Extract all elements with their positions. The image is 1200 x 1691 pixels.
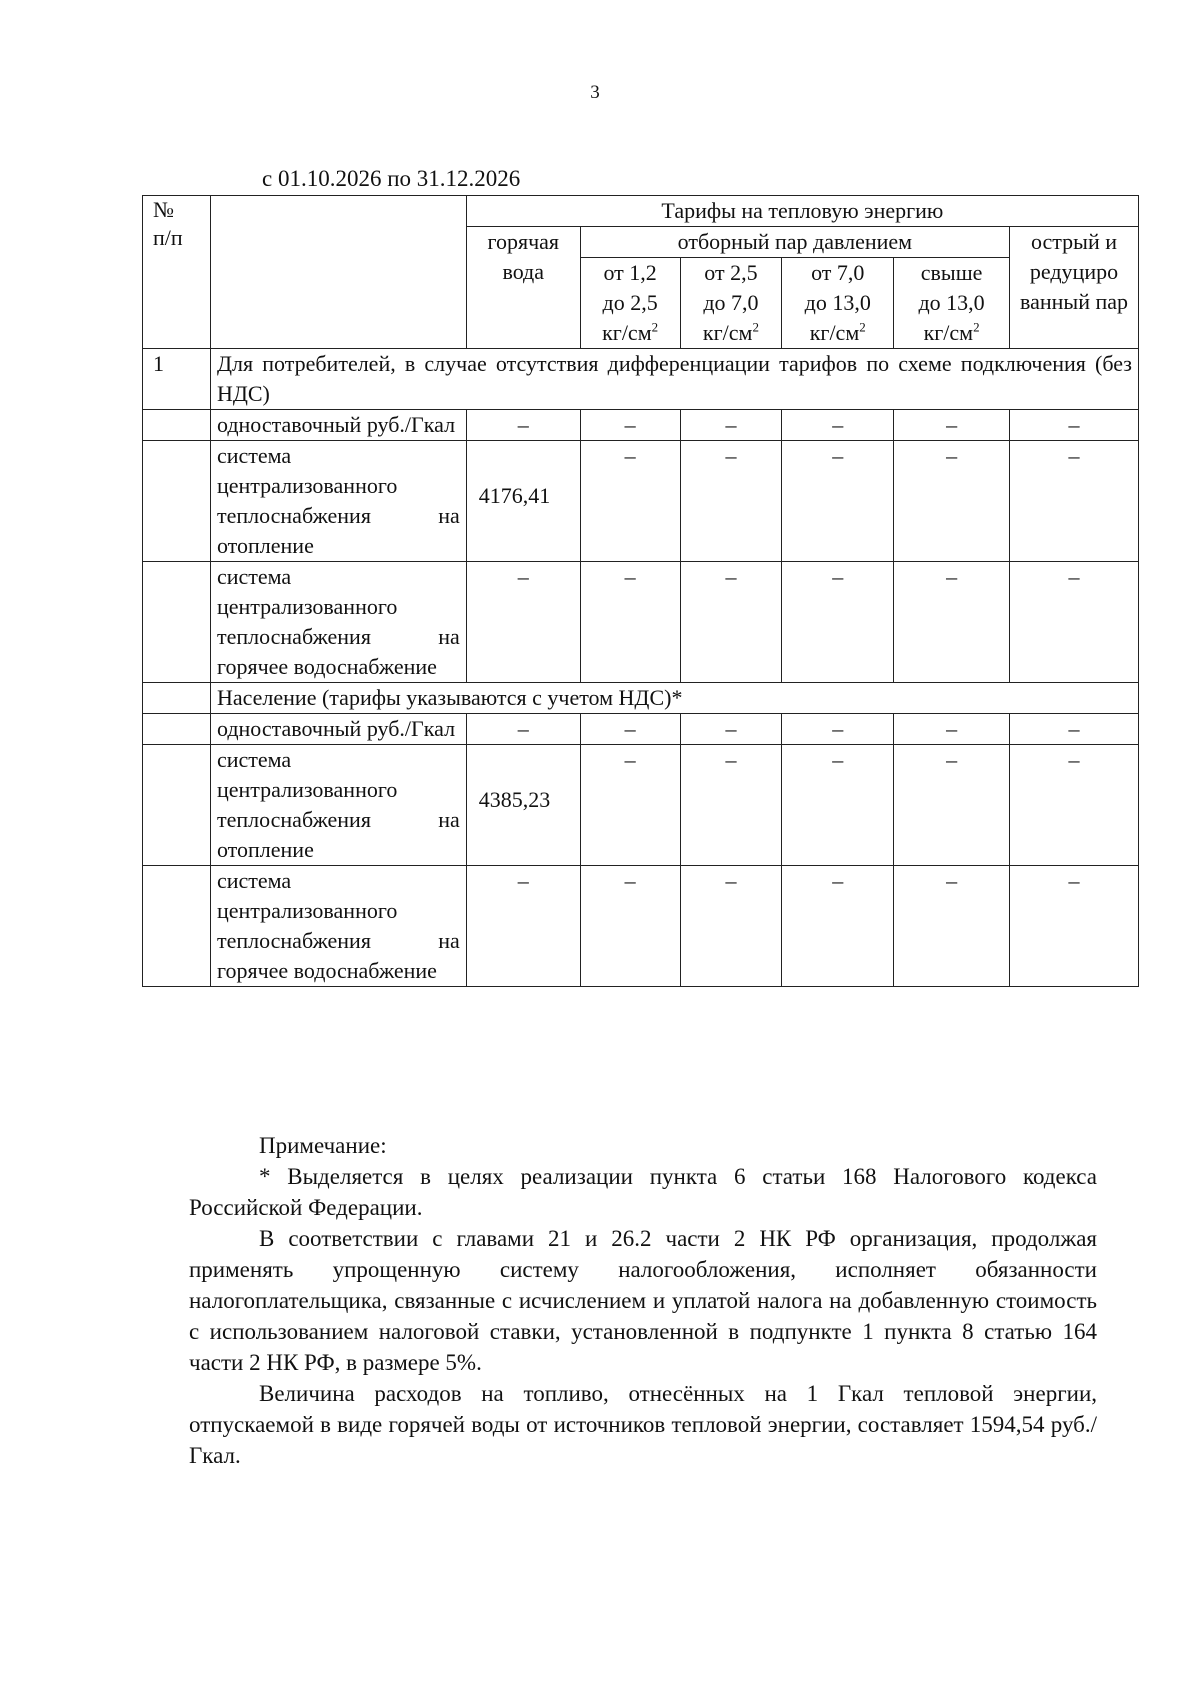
notes-footnote: * Выделяется в целях реализации пункта 6 статьи 168 Налогового кодекса Российской Федерации. [189, 1164, 1097, 1220]
header-empty-cell [210, 196, 466, 349]
steam-col-4-from: свыше [920, 260, 983, 285]
cell-steam-2: – [680, 410, 782, 441]
row-num-cell [143, 745, 211, 866]
row-label: одноставочный руб./Гкал [210, 410, 466, 441]
steam-col-2-from: от 2,5 [704, 260, 758, 285]
section-2-title: Население (тарифы указываются с учетом НДС)* [210, 683, 1138, 714]
table-row [143, 714, 1139, 745]
cell-steam-2: – [680, 562, 782, 683]
table-row [143, 745, 1139, 866]
tariff-table [142, 195, 1139, 987]
cell-steam-4: – [894, 745, 1010, 866]
section-1-title: Для потребителей, в случае отсутствия дифференциации тарифов по схеме подключения (без НДС) [210, 349, 1138, 410]
header-group-title: Тарифы на тепловую энергию [466, 196, 1138, 227]
table-row [143, 866, 1139, 987]
cell-sharp-steam: – [1010, 441, 1139, 562]
cell-steam-1: – [580, 562, 680, 683]
row-label: система централизованного теплоснабжения на горячее водоснабжение [210, 866, 466, 987]
header-hot-water: горячая вода [466, 227, 580, 349]
section-1-title-row [143, 349, 1139, 410]
row-label: система централизованного теплоснабжения на отопление [210, 441, 466, 562]
cell-sharp-steam: – [1010, 410, 1139, 441]
header-steam-col-4 [894, 258, 1010, 349]
cell-steam-3: – [782, 714, 894, 745]
cell-steam-1: – [580, 714, 680, 745]
cell-hot-water: – [466, 562, 580, 683]
tariff-period: с 01.10.2026 по 31.12.2026 [262, 166, 521, 191]
header-steam-col-1 [580, 258, 680, 349]
cell-steam-3: – [782, 410, 894, 441]
cell-hot-water: 4176,41 [466, 441, 580, 562]
cell-steam-3: – [782, 441, 894, 562]
section-2-title-row [143, 683, 1139, 714]
steam-col-1-from: от 1,2 [603, 260, 657, 285]
row-label: система централизованного теплоснабжения на отопление [210, 745, 466, 866]
steam-col-3-to: до 13,0 [804, 290, 871, 315]
cell-sharp-steam: – [1010, 866, 1139, 987]
cell-hot-water: – [466, 866, 580, 987]
cell-steam-4: – [894, 441, 1010, 562]
steam-col-1-to: до 2,5 [602, 290, 658, 315]
notes-paragraph-tax: В соответствии с главами 21 и 26.2 части 2 НК РФ организация, продолжая применять упрощенную систему налогообложения, исполняет обязанности налогоплательщика, связанные с исчислением и уплатой налога на добавленную стоимость с использованием налоговой ставки, установленной в подпункте 1 пункта 8 статью 164 части 2 НК РФ, в размере 5%. [189, 1226, 1097, 1375]
cell-steam-3: – [782, 745, 894, 866]
cell-hot-water: – [466, 714, 580, 745]
cell-steam-2: – [680, 441, 782, 562]
steam-col-4-to: до 13,0 [918, 290, 985, 315]
row-num-cell [143, 683, 211, 714]
row-label: одноставочный руб./Гкал [210, 714, 466, 745]
steam-col-1-unit: $кг/см^2$ [602, 319, 659, 345]
notes-paragraph-fuel: Величина расходов на топливо, отнесённых на 1 Гкал тепловой энергии, отпускаемой в виде горячей воды от источников тепловой энергии, составляет 1594,54 руб./Гкал. [189, 1381, 1097, 1468]
steam-col-2-unit: $кг/см^2$ [702, 319, 759, 345]
cell-steam-4: – [894, 562, 1010, 683]
cell-sharp-steam: – [1010, 745, 1139, 866]
table-row [143, 410, 1139, 441]
section-1-number: 1 [143, 349, 211, 410]
header-steam-col-3 [782, 258, 894, 349]
row-num-cell [143, 562, 211, 683]
steam-col-3-from: от 7,0 [811, 260, 865, 285]
page-number: 3 [590, 82, 600, 103]
cell-hot-water: – [466, 410, 580, 441]
cell-sharp-steam: – [1010, 562, 1139, 683]
cell-steam-1: – [580, 441, 680, 562]
header-row-1 [143, 196, 1139, 227]
header-num-label: № п/п [153, 197, 183, 250]
header-steam-group: отборный пар давлением [580, 227, 1009, 258]
row-num-cell [143, 866, 211, 987]
cell-hot-water: 4385,23 [466, 745, 580, 866]
cell-steam-4: – [894, 866, 1010, 987]
header-sharp-steam: острый и редуциро ванный пар [1010, 227, 1139, 349]
steam-col-2-to: до 7,0 [703, 290, 759, 315]
cell-steam-1: – [580, 866, 680, 987]
notes-block [189, 1130, 1097, 1471]
row-num-cell [143, 714, 211, 745]
cell-steam-2: – [680, 866, 782, 987]
cell-sharp-steam: – [1010, 714, 1139, 745]
cell-steam-3: – [782, 866, 894, 987]
header-num-cell [143, 196, 211, 349]
cell-steam-1: – [580, 745, 680, 866]
header-steam-col-2 [680, 258, 782, 349]
table-row [143, 441, 1139, 562]
notes-heading: Примечание: [259, 1133, 387, 1158]
table-row [143, 562, 1139, 683]
cell-steam-4: – [894, 714, 1010, 745]
cell-steam-2: – [680, 745, 782, 866]
row-num-cell [143, 441, 211, 562]
cell-steam-4: – [894, 410, 1010, 441]
row-label: система централизованного теплоснабжения на горячее водоснабжение [210, 562, 466, 683]
steam-col-4-unit: $кг/см^2$ [923, 319, 980, 345]
cell-steam-1: – [580, 410, 680, 441]
row-num-cell [143, 410, 211, 441]
steam-col-3-unit: $кг/см^2$ [809, 319, 866, 345]
cell-steam-2: – [680, 714, 782, 745]
cell-steam-3: – [782, 562, 894, 683]
